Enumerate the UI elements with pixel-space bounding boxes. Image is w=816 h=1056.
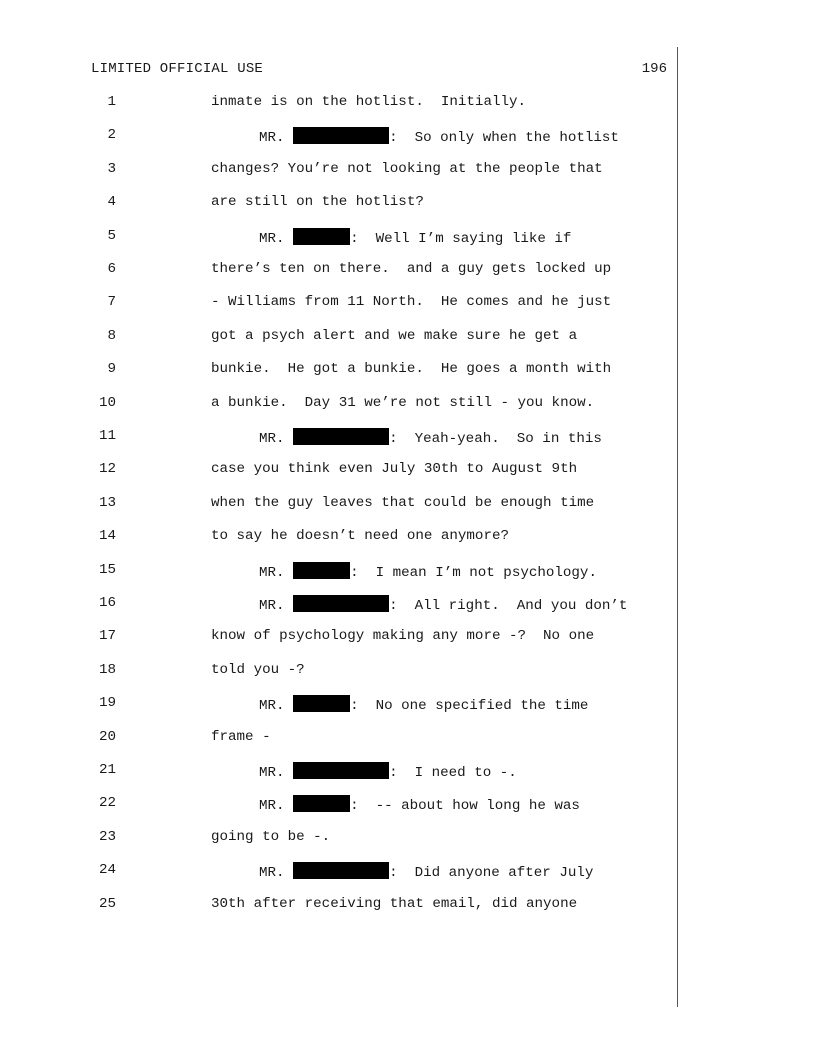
- line-number: 23: [98, 828, 116, 845]
- line-content: : -- about how long he was: [350, 798, 580, 815]
- transcript-line: [0, 194, 676, 214]
- transcript-line: [0, 628, 676, 648]
- transcript-line: [0, 361, 676, 381]
- line-content: : Did anyone after July: [389, 865, 594, 882]
- speaker-line: [259, 862, 593, 881]
- line-number: 25: [98, 895, 116, 912]
- line-number: 1: [107, 94, 116, 110]
- line-text: [211, 729, 271, 745]
- line-content: : All right. And you don’t: [389, 598, 628, 614]
- line-number: 15: [98, 561, 116, 578]
- speaker-line: [259, 762, 517, 781]
- speaker-title: MR.: [259, 598, 294, 614]
- line-content: changes? You’re not looking at the people that: [211, 160, 603, 177]
- speaker-title: MR.: [259, 865, 294, 882]
- line-content: : Yeah-yeah. So in this: [389, 431, 602, 447]
- transcript-line: [0, 127, 676, 147]
- line-number: 10: [98, 394, 116, 411]
- redaction-block: [293, 862, 389, 879]
- speaker-title: MR.: [259, 765, 294, 781]
- line-number: 22: [98, 795, 116, 812]
- speaker-line: [259, 595, 627, 614]
- transcript-line: [0, 428, 676, 448]
- line-text: [211, 461, 577, 477]
- redaction-block: [293, 228, 350, 245]
- redaction-block: [293, 795, 350, 812]
- transcript-line: [0, 395, 676, 415]
- line-text: [211, 395, 594, 411]
- line-number: 8: [107, 327, 116, 344]
- transcript-line: [0, 94, 676, 114]
- line-content: case you think even July 30th to August 9th: [211, 461, 578, 478]
- line-content: to say he doesn’t need one anymore?: [211, 528, 509, 545]
- line-text: [211, 194, 424, 210]
- transcript-line: [0, 729, 676, 749]
- speaker-title: MR.: [259, 130, 294, 147]
- line-text: [211, 495, 594, 511]
- redaction-block: [293, 428, 389, 445]
- transcript-line: [0, 862, 676, 882]
- right-margin-rule: [677, 47, 678, 1007]
- transcript-line: [0, 562, 676, 582]
- line-text: [211, 528, 509, 544]
- transcript-line: [0, 795, 676, 815]
- transcript-line: [0, 528, 676, 548]
- line-number: 14: [98, 528, 116, 545]
- line-text: [211, 294, 611, 310]
- line-content: : I need to -.: [389, 765, 517, 781]
- transcript-line: [0, 896, 676, 916]
- line-content: are still on the hotlist?: [211, 194, 424, 211]
- line-text: [211, 829, 330, 845]
- line-content: 30th after receiving that email, did anyone: [211, 895, 578, 912]
- line-number: 20: [98, 728, 116, 745]
- line-content: - Williams from 11 North. He comes and he just: [211, 294, 612, 311]
- speaker-line: [259, 562, 597, 581]
- transcript-line: [0, 595, 676, 615]
- line-number: 13: [98, 494, 116, 511]
- line-content: : No one specified the time: [350, 698, 589, 715]
- classification-header: LIMITED OFFICIAL USE: [91, 61, 264, 77]
- line-content: told you -?: [211, 661, 305, 678]
- redaction-block: [293, 562, 350, 579]
- line-number: 19: [98, 695, 116, 712]
- line-number: 3: [107, 160, 116, 177]
- line-number: 24: [98, 862, 116, 879]
- line-number: 2: [107, 127, 116, 144]
- transcript-line: [0, 829, 676, 849]
- transcript-line: [0, 695, 676, 715]
- line-text: [211, 261, 611, 277]
- line-content: inmate is on the hotlist. Initially.: [211, 94, 527, 110]
- line-number: 6: [107, 261, 116, 277]
- line-number: 9: [107, 361, 116, 378]
- line-number: 16: [98, 595, 116, 611]
- line-number: 4: [107, 194, 116, 211]
- transcript-line: [0, 228, 676, 248]
- speaker-line: [259, 695, 588, 714]
- redaction-block: [293, 762, 389, 779]
- line-text: [211, 361, 611, 377]
- line-text: [211, 628, 594, 644]
- page-number: 196: [641, 61, 667, 77]
- transcript-line: [0, 261, 676, 281]
- line-number: 5: [107, 227, 116, 244]
- line-content: got a psych alert and we make sure he get a: [211, 327, 578, 344]
- transcript-line: [0, 461, 676, 481]
- redaction-block: [293, 127, 389, 144]
- line-number: 11: [98, 428, 116, 444]
- transcript-line: [0, 495, 676, 515]
- line-content: frame -: [211, 728, 271, 745]
- transcript-line: [0, 662, 676, 682]
- speaker-title: MR.: [259, 230, 294, 247]
- redaction-block: [293, 695, 350, 712]
- speaker-line: [259, 127, 619, 146]
- line-content: know of psychology making any more -? No one: [211, 628, 595, 645]
- line-number: 7: [107, 294, 116, 311]
- transcript-line: [0, 161, 676, 181]
- transcript-line: [0, 762, 676, 782]
- speaker-title: MR.: [259, 798, 294, 815]
- line-text: [211, 328, 577, 344]
- line-content: going to be -.: [211, 828, 331, 845]
- line-number: 12: [98, 461, 116, 478]
- transcript-line: [0, 294, 676, 314]
- line-number: 21: [98, 762, 116, 778]
- line-content: there’s ten on there. and a guy gets locked up: [211, 261, 612, 277]
- line-text: [211, 896, 577, 912]
- line-text: [211, 161, 603, 177]
- line-text: [211, 662, 305, 678]
- line-number: 18: [98, 661, 116, 678]
- line-content: : Well I’m saying like if: [350, 230, 572, 247]
- line-text: [211, 94, 526, 110]
- line-content: : So only when the hotlist: [389, 130, 619, 147]
- speaker-title: MR.: [259, 564, 294, 581]
- line-number: 17: [98, 628, 116, 645]
- speaker-title: MR.: [259, 698, 294, 715]
- speaker-line: [259, 428, 602, 447]
- line-content: bunkie. He got a bunkie. He goes a month with: [211, 361, 612, 378]
- line-content: a bunkie. Day 31 we’re not still - you know.: [211, 394, 595, 411]
- speaker-line: [259, 228, 571, 247]
- line-content: : I mean I’m not psychology.: [350, 564, 597, 581]
- speaker-line: [259, 795, 580, 814]
- redaction-block: [293, 595, 389, 612]
- line-content: when the guy leaves that could be enough time: [211, 494, 595, 511]
- speaker-title: MR.: [259, 431, 294, 447]
- transcript-line: [0, 328, 676, 348]
